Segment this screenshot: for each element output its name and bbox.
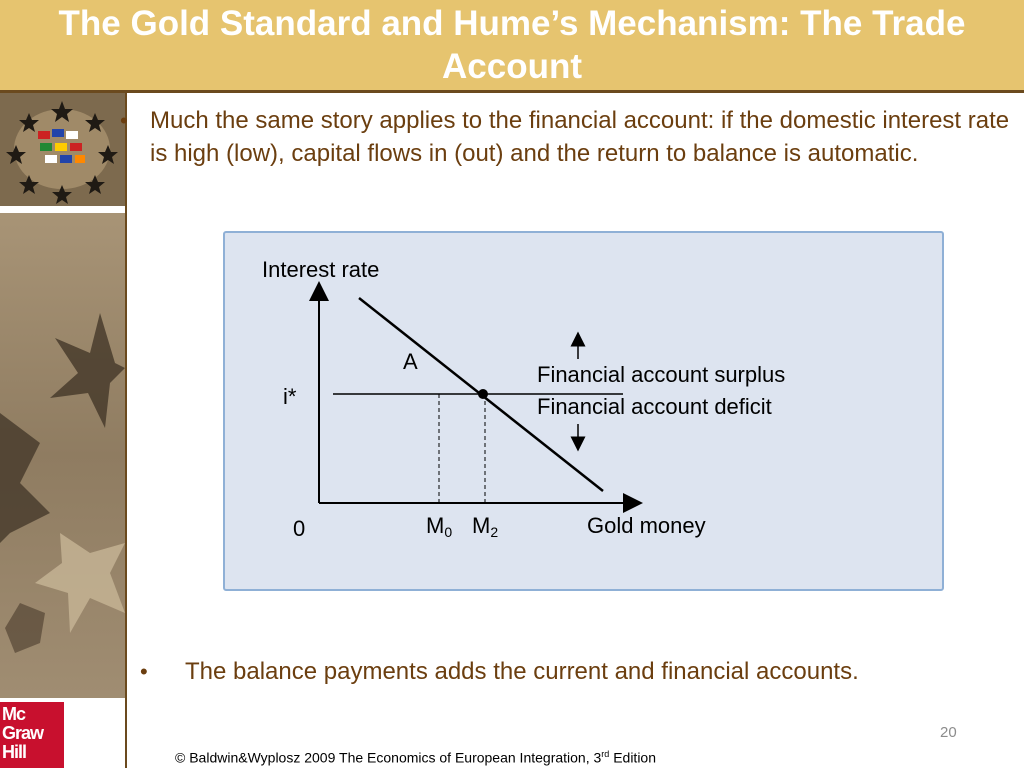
- bullet-text: Much the same story applies to the financial account: if the domestic interest rate is high (low), capital flows in (out) and the return to balance is automatic.: [150, 107, 1010, 167]
- bullet-marker: •: [140, 659, 148, 684]
- y-axis-label: Interest rate: [262, 257, 380, 282]
- sand-starfish-photo: [0, 213, 125, 698]
- slide-title: The Gold Standard and Hume’s Mechanism: The Trade Account: [58, 4, 966, 86]
- origin-label: 0: [293, 516, 306, 541]
- mcgraw-hill-logo: [0, 702, 64, 768]
- equilibrium-point: [478, 389, 488, 399]
- title-bar: [0, 0, 1024, 93]
- bullet-financial-account: [120, 104, 1015, 170]
- eu-flags-emblem: [0, 93, 125, 206]
- i-star-label: i*: [283, 384, 297, 409]
- bullet-marker: •: [120, 108, 128, 133]
- starfish-image: [0, 213, 125, 698]
- logo-line-1: Mc: [2, 704, 26, 724]
- surplus-label: Financial account surplus: [537, 362, 786, 387]
- m2-label: $M_2$: [472, 513, 499, 540]
- logo-line-3: Hill: [2, 742, 27, 762]
- diagram-panel: [223, 231, 944, 591]
- bullet-text: The balance payments adds the current and financial accounts.: [185, 658, 859, 685]
- logo-line-2: Graw: [2, 723, 44, 743]
- eu-flags-icon: [0, 93, 125, 206]
- point-a-label: A: [403, 349, 418, 374]
- bullet-balance-payments: [140, 655, 1010, 688]
- x-axis-label: Gold money: [587, 513, 706, 538]
- deficit-label: Financial account deficit: [537, 394, 772, 419]
- copyright-footer: © Baldwin&Wyplosz 2009 The Economics of European Integration, 3rd Edition: [175, 749, 657, 766]
- page-number: 20: [940, 724, 957, 741]
- left-divider: [125, 93, 127, 768]
- m0-label: $M_0$: [426, 513, 453, 540]
